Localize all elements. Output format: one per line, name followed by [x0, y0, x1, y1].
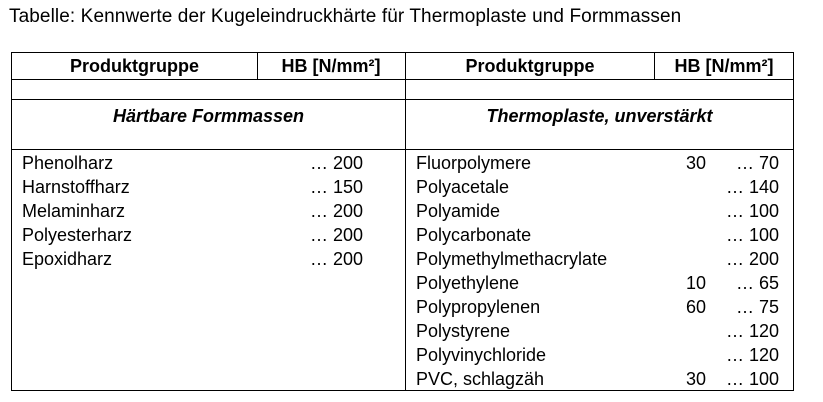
hb-max: … 200: [309, 153, 363, 173]
product-name: Polymethylmethacrylate: [416, 249, 608, 269]
header-left-product: Produktgruppe: [70, 56, 199, 76]
hb-max: … 65: [735, 273, 779, 293]
product-name: Fluorpolymere: [416, 153, 532, 173]
product-name: Polyacetale: [416, 177, 510, 197]
product-name: Polyethylene: [416, 273, 520, 293]
table-row: [416, 249, 779, 273]
table-row: [416, 273, 779, 297]
group-rule: [12, 149, 793, 150]
table-row: [22, 249, 363, 273]
table-row: [22, 177, 363, 201]
table-row: [416, 177, 779, 201]
hb-max: … 100: [725, 201, 779, 221]
product-name: Harnstoffharz: [22, 177, 130, 197]
product-name: Polyesterharz: [22, 225, 133, 245]
spacer-rule: [12, 99, 793, 100]
product-name: Phenolharz: [22, 153, 114, 173]
header-rule: [12, 79, 793, 80]
table-row: [416, 321, 779, 345]
product-name: Polycarbonate: [416, 225, 532, 245]
table-row: [416, 201, 779, 225]
product-name: Epoxidharz: [22, 249, 113, 269]
hb-min: 30: [685, 369, 706, 389]
header-left-hb: HB [N/mm²]: [281, 56, 381, 76]
group-title-right: Thermoplaste, unverstärkt: [486, 106, 713, 126]
table-row: [416, 369, 779, 393]
hb-max: … 140: [725, 177, 779, 197]
hb-max: … 120: [725, 345, 779, 365]
header-right-product: Produktgruppe: [465, 56, 595, 76]
group-title-left: Härtbare Formmassen: [112, 106, 305, 126]
product-name: Polypropylenen: [416, 297, 541, 317]
hb-max: … 70: [735, 153, 779, 173]
hb-max: … 75: [735, 297, 779, 317]
table-row: [22, 225, 363, 249]
hb-max: … 200: [309, 249, 363, 269]
hb-max: … 100: [725, 369, 779, 389]
product-name: PVC, schlagzäh: [416, 369, 545, 389]
hb-max: … 120: [725, 321, 779, 341]
hb-max: … 150: [309, 177, 363, 197]
hardness-table: [11, 52, 794, 391]
table-row: [416, 153, 779, 177]
hb-min: 10: [685, 273, 706, 293]
header-right-hb: HB [N/mm²]: [674, 56, 774, 76]
table-row: [416, 297, 779, 321]
hb-max: … 200: [309, 225, 363, 245]
table-row: [22, 201, 363, 225]
table-row: [416, 345, 779, 369]
table-row: [22, 153, 363, 177]
hb-max: … 200: [725, 249, 779, 269]
table-caption: Tabelle: Kennwerte der Kugeleindruckhärte für Thermoplaste und Formmassen: [9, 6, 682, 27]
table-row: [416, 225, 779, 249]
hb-min: 60: [685, 297, 706, 317]
hb-max: … 100: [725, 225, 779, 245]
product-name: Melaminharz: [22, 201, 126, 221]
product-name: Polyvinychloride: [416, 345, 547, 365]
center-divider: [405, 53, 406, 390]
hb-max: … 200: [309, 201, 363, 221]
product-name: Polyamide: [416, 201, 501, 221]
product-name: Polystyrene: [416, 321, 511, 341]
hb-min: 30: [685, 153, 706, 173]
